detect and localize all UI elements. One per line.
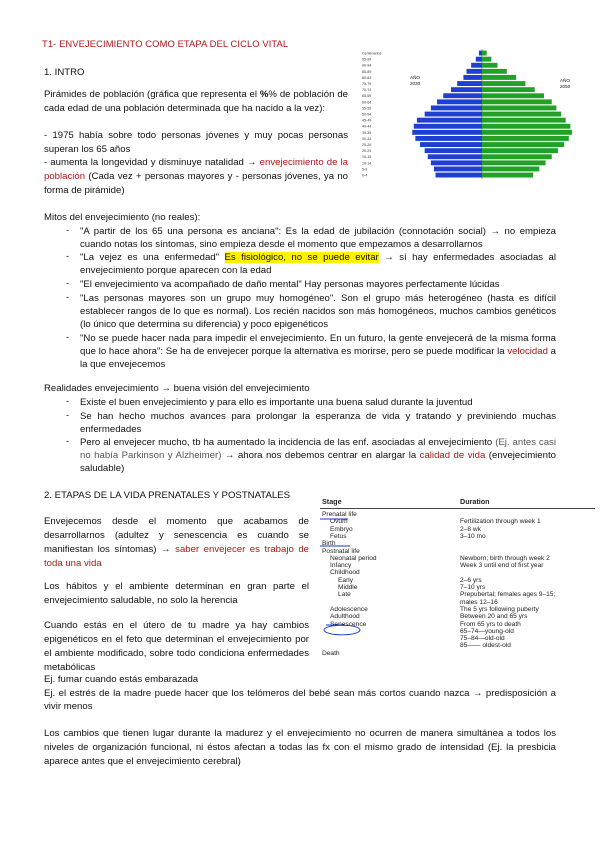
pyramid-age-label: 95-99 <box>362 57 372 62</box>
realidad-item-3 <box>80 436 556 475</box>
pyramid-bar-left <box>425 112 482 117</box>
bullet-dash: - <box>66 436 70 447</box>
stage-cell: Early <box>338 576 354 584</box>
mito-5-text: "No se puede hacer nada para impedir el envejecimiento. En un futuro, la gente envejecerá de la misma forma que lo hace ahora": Se ha de envejecer porque la alternativa es morirse, pero se puede modificar la <box>80 333 556 357</box>
pyramid-bar-right <box>482 160 546 165</box>
pyramid-age-label: 90-94 <box>362 63 372 68</box>
s2-paragraph-6: Los cambios que tienen lugar durante la madurez y el envejecimiento no ocurren de manera simultánea a todos los niveles de organización funcional, ni éstos afectan a todas las fx con el mismo grado de intensidad (Ej. la presbicia aparece antes que el envejecimiento cerebral) <box>44 728 556 767</box>
stage-cell: Neonatal period <box>330 554 377 562</box>
pyramid-bar-right <box>482 57 491 62</box>
duration-cell: 2–8 wk <box>460 525 481 533</box>
mito-2-highlight: Es fisiológico, no se puede evitar <box>224 252 379 263</box>
duration-cell: 3–10 mo <box>460 532 486 540</box>
realidad-3-text: Pero al envejecer mucho, tb ha aumentado la incidencia de las enf. asociadas al envejecimiento <box>80 437 496 448</box>
stage-cell: Childhood <box>330 569 360 577</box>
longevity-text: - aumenta la longevidad y disminuye natalidad → <box>44 157 260 168</box>
pyramid-bar-left <box>431 106 482 111</box>
pyramid-age-label: 75-79 <box>362 82 372 86</box>
bullet-dash: - <box>66 225 70 236</box>
stage-cell: Late <box>338 591 351 599</box>
pyramid-bar-right <box>482 87 535 92</box>
pyramid-bar-left <box>428 154 482 159</box>
pyramid-age-label: Centenarios <box>362 51 382 56</box>
bullet-dash: - <box>66 410 70 421</box>
bullet-dash: - <box>66 278 70 289</box>
pyramid-bar-right <box>482 167 539 172</box>
stage-cell: Adulthood <box>330 613 360 621</box>
handwritten-annotations <box>320 497 595 659</box>
pyramid-bar-right <box>482 118 566 123</box>
pyramid-bar-left <box>412 130 482 135</box>
pyramid-bar-right <box>482 136 569 141</box>
pyramid-left-year-label: AÑO <box>410 75 420 80</box>
mitos-heading: Mitos del envejecimiento (no reales): <box>44 212 201 223</box>
pyramid-bar-left <box>414 124 482 129</box>
pyramid-bar-left <box>451 87 482 92</box>
stage-cell: Adolescence <box>330 605 368 613</box>
pyramid-left-year-label: 2030 <box>410 81 421 86</box>
stage-cell: Fetus <box>330 532 347 540</box>
stage-cell: Death <box>322 649 340 657</box>
pyramid-age-label: 40-44 <box>362 124 372 129</box>
s2-example-smoking: Ej. fumar cuando estás embarazada <box>44 674 199 685</box>
pyramid-bar-right <box>482 173 533 178</box>
population-pyramid-chart <box>360 47 588 185</box>
pyramid-bar-left <box>479 51 482 56</box>
pyramid-age-label: 35-39 <box>362 130 372 135</box>
realidad-3-example: (Ej. antes casi no había Parkinson y Alzheimer) <box>80 437 556 461</box>
pyramid-age-label: 25-29 <box>362 143 372 147</box>
intro-text-cont: % de población de cada edad de una población determinada que ha nacido a la vez): <box>44 89 348 114</box>
bullet-dash: - <box>66 292 70 303</box>
pyramid-bar-left <box>415 136 482 141</box>
population-pyramid-figure <box>360 47 588 185</box>
pyramid-age-label: 30-34 <box>362 136 372 141</box>
s2-p1-text: Envejecemos desde el momento que acabamos de desarrollarnos (adultez y senescencia es cuando se manifiestan los síntomas) → <box>44 516 309 555</box>
pyramid-bar-right <box>482 142 564 147</box>
pyramid-bar-right <box>482 51 487 56</box>
pyramid-right-year-label: 2050 <box>560 84 571 89</box>
pyramid-bar-right <box>482 81 525 86</box>
pyramid-bar-left <box>467 69 483 74</box>
pyramid-bar-right <box>482 99 552 104</box>
intro-text: Pirámides de población (gráfica que representa el <box>44 89 260 100</box>
pyramid-bar-left <box>436 173 483 178</box>
pyramid-age-label: 0-4 <box>362 173 368 178</box>
section-2-heading: 2. ETAPAS DE LA VIDA PRENATALES Y POSTNATALES <box>44 490 290 501</box>
pyramid-bar-right <box>482 93 544 98</box>
duration-cell: 85—— oldest-old <box>460 642 511 650</box>
velocidad-highlight: velocidad <box>507 346 548 357</box>
stage-cell: Middle <box>338 584 358 591</box>
s2-example-stress: Ej. el estrés de la madre puede hacer que los telómeros del bebé sean más cortos cuando nazca → predisposición a vivir menos <box>44 688 556 712</box>
intro-item-1975: - 1975 había sobre todo personas jóvenes y muy pocas personas superan los 65 años <box>44 130 348 155</box>
document-title: T1- ENVEJECIMIENTO COMO ETAPA DEL CICLO VITAL <box>42 38 289 49</box>
realidad-3-text-cont: → ahora nos debemos centrar en alargar la <box>221 450 420 461</box>
duration-cell: Week 3 until end of first year <box>460 562 544 570</box>
duration-cell: Newborn; birth through week 2 <box>460 554 550 562</box>
s2-paragraph-3: Cuando estás en el útero de tu madre ya hay cambios epigenéticos en el feto que determinan el envejecimiento por el ambiente modificado, sobre todo condiciona enfermedades metabólicas <box>44 620 309 673</box>
duration-cell: males 12–16 <box>460 598 498 606</box>
s2-paragraph-1 <box>44 515 309 571</box>
pyramid-bar-right <box>482 75 516 80</box>
bullet-dash: - <box>66 332 70 343</box>
saber-envejecer-highlight: saber envejecer es trabajo de toda una vida <box>44 544 309 569</box>
mito-item-1: "A partir de los 65 una persona es anciana": Es la edad de jubilación (connotación social) → no empieza cuando notas los síntomas, sino empieza desde el momento que empezamos a desarrollarnos <box>80 226 556 250</box>
pyramid-bar-left <box>417 118 482 123</box>
stage-column-header: Stage <box>322 497 342 506</box>
duration-cell: 2–6 yrs <box>460 576 482 584</box>
duration-cell: Between 20 and 65 yrs <box>460 613 528 621</box>
pyramid-bar-left <box>457 81 482 86</box>
pyramid-age-label: 10-14 <box>362 161 372 166</box>
pyramid-right-year-label: AÑO <box>560 78 570 83</box>
stage-cell: Prenatal life <box>322 511 357 518</box>
stage-cell: Ovum <box>330 518 348 526</box>
pyramid-age-label: 45-49 <box>362 118 372 123</box>
realidad-3-text-end: (envejecimiento saludable) <box>80 450 556 474</box>
pyramid-age-label: 65-69 <box>362 94 372 99</box>
pyramid-age-label: 20-24 <box>362 149 372 154</box>
realidad-item-1: Existe el buen envejecimiento y para ello es importante una buena salud durante la juventud <box>80 397 473 408</box>
pyramid-age-label: 80-84 <box>362 75 372 80</box>
realidades-heading: Realidades envejecimiento → buena visión del envejecimiento <box>44 383 310 394</box>
mito-5-text-cont: a la que envejecemos <box>80 346 556 370</box>
pyramid-bar-right <box>482 112 561 117</box>
duration-cell: Fertilization through week 1 <box>460 518 541 526</box>
s2-paragraph-2: Los hábitos y el ambiente determinan en gran parte el envejecimiento saludable, no solo la herencia <box>44 581 309 606</box>
pyramid-age-label: 15-19 <box>362 155 372 160</box>
mito-item-3: "El envejecimiento va acompañado de daño mental" Hay personas mayores perfectamente lúcidas <box>80 279 500 290</box>
pyramid-bar-left <box>431 160 482 165</box>
bullet-dash: - <box>66 251 70 262</box>
life-stages-table <box>320 497 595 659</box>
duration-cell: Prepubertal; females ages 9–15; <box>460 591 556 599</box>
pyramid-bar-right <box>482 106 556 111</box>
pyramid-bar-left <box>425 148 482 153</box>
pyramid-age-label: 55-59 <box>362 106 372 111</box>
pyramid-bar-left <box>420 142 482 147</box>
pyramid-bar-left <box>471 63 482 68</box>
pyramid-bar-right <box>482 63 498 68</box>
longevity-text-cont: (Cada vez + personas mayores y - personas jóvenes, ya no forma de pirámide) <box>44 171 348 196</box>
pyramid-bar-right <box>482 124 570 129</box>
duration-cell: The 5 yrs following puberty <box>460 605 539 613</box>
pyramid-bar-right <box>482 154 552 159</box>
intro-paragraph: Pirámides de población (gráfica que representa el %% de población de cada edad de una población determinada que ha nacido a la vez): <box>44 89 348 114</box>
pyramid-age-label: 60-64 <box>362 100 372 105</box>
pyramid-age-label: 5-9 <box>362 167 368 172</box>
stage-cell: Embryo <box>330 525 353 533</box>
section-1-heading: 1. INTRO <box>44 67 85 78</box>
duration-cell: 7–10 yrs <box>460 584 486 591</box>
duration-cell: 65–74—young-old <box>460 627 514 635</box>
stage-cell: Senescence <box>330 620 367 628</box>
intro-item-longevity <box>44 156 348 198</box>
pyramid-bar-left <box>437 99 482 104</box>
mito-item-2 <box>80 251 556 277</box>
calidad-de-vida-highlight: calidad de vida <box>419 450 486 461</box>
pyramid-bar-left <box>476 57 482 62</box>
mito-item-4: "Las personas mayores son un grupo muy homogéneo". Son el grupo más heterogéneo (hasta es difícil establecer rangos de lo que es normal). Los recién nacidos son más homogéneos, muchos cambios genéticos (lo único que determina su diferencia) y poco epigenéticos <box>80 293 556 330</box>
pyramid-bar-left <box>463 75 482 80</box>
pyramid-bar-left <box>443 93 482 98</box>
pyramid-bar-right <box>482 130 572 135</box>
bullet-dash: - <box>66 396 70 407</box>
pyramid-age-label: 70-74 <box>362 88 372 93</box>
pyramid-age-label: 50-54 <box>362 112 372 117</box>
aging-population-highlight: envejecimiento de la población <box>44 157 348 182</box>
mito-2-text-cont: → sí hay enfermedades asociadas al envejecimiento porque aparecen con la edad <box>80 252 556 276</box>
pyramid-age-label: 85-89 <box>362 69 372 74</box>
pyramid-bar-right <box>482 69 507 74</box>
stage-cell: Postnatal life <box>322 547 360 555</box>
duration-cell: 75–84—old-old <box>460 635 505 643</box>
pyramid-bar-right <box>482 148 558 153</box>
stage-cell: Infancy <box>330 562 352 570</box>
duration-cell: From 65 yrs to death <box>460 620 521 628</box>
stage-cell: Birth <box>322 540 336 548</box>
duration-column-header: Duration <box>460 497 490 506</box>
mito-2-text: "La vejez es una enfermedad" <box>80 252 225 263</box>
pyramid-bar-left <box>434 167 482 172</box>
realidad-item-2: Se han hecho muchos avances para prolongar la esperanza de vida y tratando y previniendo muchas enfermedades <box>80 411 556 435</box>
mito-item-5 <box>80 332 556 371</box>
